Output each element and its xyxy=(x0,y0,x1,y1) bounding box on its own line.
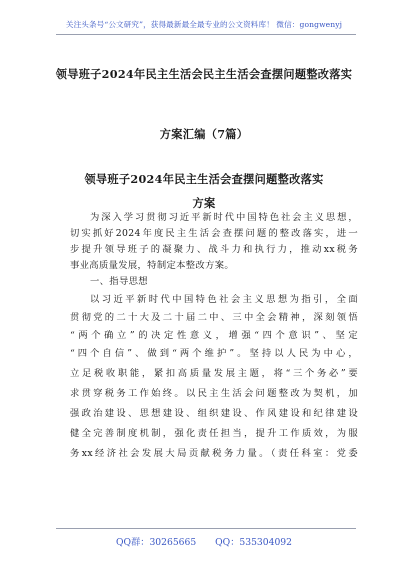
paragraph-line: 以习近平新时代中国特色社会主义思想为指引，全面 xyxy=(90,294,358,305)
header-divider xyxy=(56,34,356,35)
paragraph-line: 切实抓好2024年度民主生活会查摆问题的整改落实，进一 xyxy=(70,228,358,239)
paragraph-line: 立足税收职能，紧扣高质量发展主题，将“三个务必”要 xyxy=(70,368,358,379)
paragraph-line: 贯彻党的二十大及二十届二中、三中全会精神，深刻领悟 xyxy=(70,312,358,323)
header-promo-note: 关注头条号“公文研究”，获得最新最全最专业的公文资料库！ 微信：gongwenyj xyxy=(65,20,343,29)
footer-qq-group: QQ群：30265665 xyxy=(116,537,197,548)
paragraph-line: 步提升领导班子的凝聚力、战斗力和执行力，推动xx税务 xyxy=(70,244,358,255)
paragraph-line: 为深入学习贯彻习近平新时代中国特色社会主义思想， xyxy=(90,212,358,223)
document-title-line-2: 方案汇编（7篇） xyxy=(159,127,249,141)
section-heading: 一、指导思想 xyxy=(90,276,148,287)
paragraph-line: 求贯穿税务工作始终。以民主生活会问题整改为契机，加 xyxy=(70,388,358,399)
paragraph-line: 强政治建设、思想建设、组织建设、作风建设和纪律建设 xyxy=(70,408,358,419)
footer-contact xyxy=(0,534,408,548)
paragraph-line: “四个自信”、做到“两个维护”。坚持以人民为中心， xyxy=(70,348,358,359)
footer-qq: QQ：535304092 xyxy=(215,537,292,548)
section-title-line-2: 方案 xyxy=(192,196,216,210)
paragraph-line: 务xx经济社会发展大局贡献税务力量。（责任科室：党委 xyxy=(70,448,358,459)
footer-divider xyxy=(56,528,356,529)
paragraph-line: 事业高质量发展，特制定本整改方案。 xyxy=(70,260,234,271)
document-title-line-1: 领导班子2024年民主生活会民主生活会查摆问题整改落实 xyxy=(55,67,353,81)
paragraph-line: “两个确立”的决定性意义，增强“四个意识”、坚定 xyxy=(70,330,358,341)
section-title-line-1: 领导班子2024年民主生活会查摆问题整改落实 xyxy=(84,172,324,186)
paragraph-line: 健全完善制度机制，强化责任担当，提升工作质效，为服 xyxy=(70,428,358,439)
